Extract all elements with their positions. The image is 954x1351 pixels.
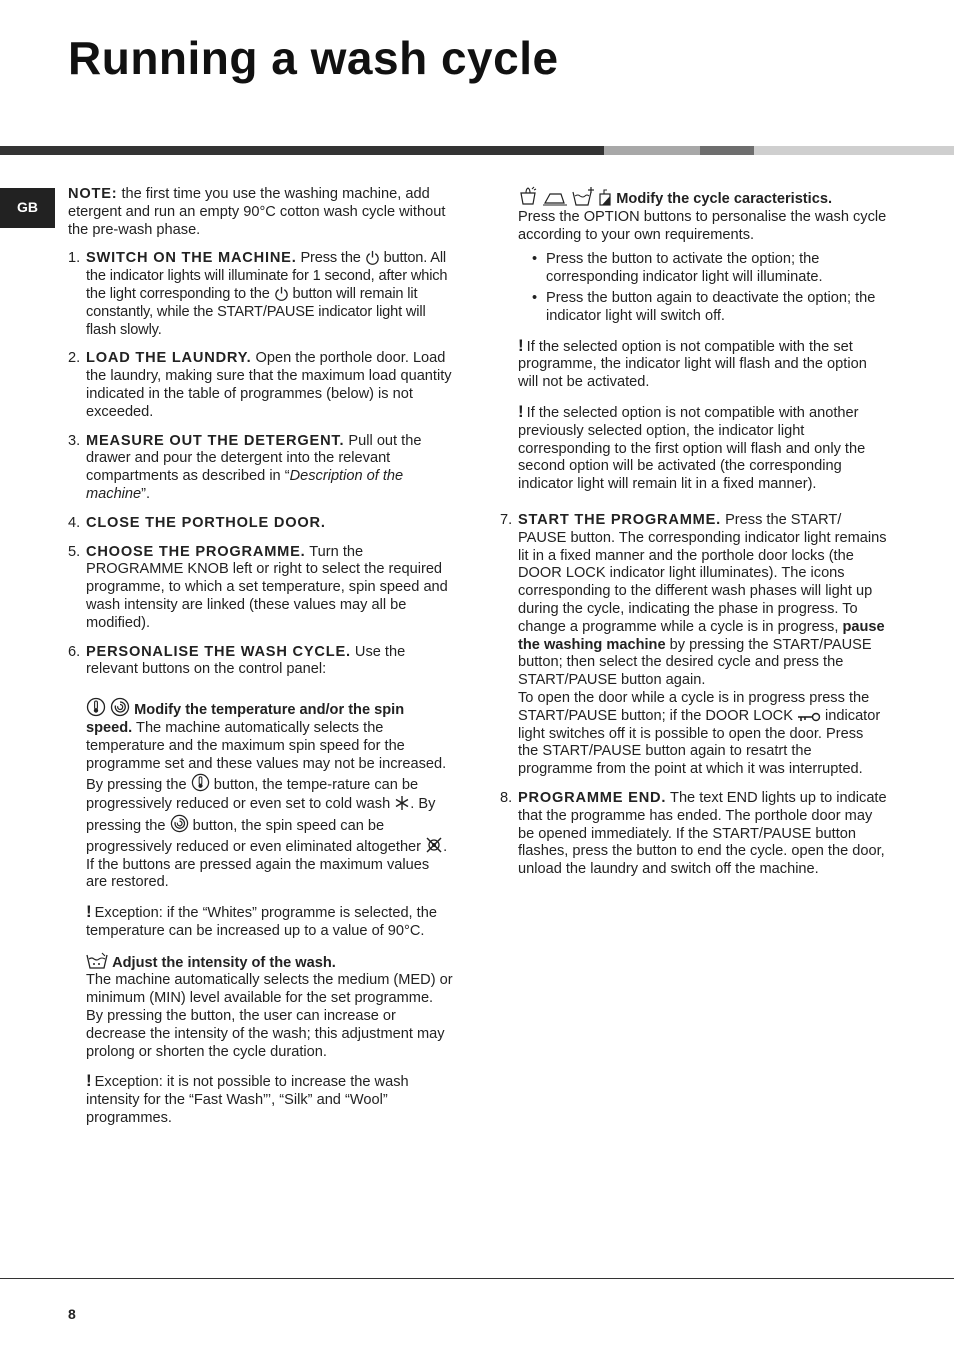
header-rule-dark2 (700, 146, 754, 155)
no-spin-icon (425, 836, 443, 854)
step-heading: MEASURE OUT THE DETERGENT. (86, 432, 345, 449)
step-7: 7. START THE PROGRAMME. Press the START/ PAUSE button. The corresponding indicator light remains lit in a fixed manner and the porthole door locks (the DOOR LOCK indicator light illuminates). The icons corresponding to the different wash phases will light up during the cycle, indicating the phase in progress. To change a programme while a cycle is in progress, pause the washing machine by pressing the START/PAUSE button; then select the desired cycle and press the START/PAUSE button again. To open the door while a cycle is in progress press the START/PAUSE button; if the DOOR LOCK indicator light switches off it is possible to open the door. Press the START/PAUSE button again to resatrt the programme from the point at which it was interrupted. (500, 511, 887, 778)
options-heading-line (518, 186, 887, 209)
spin-icon (170, 814, 189, 833)
note-paragraph (68, 186, 453, 239)
footer-rule (0, 1278, 954, 1279)
step-number: 7. (500, 511, 513, 528)
step-heading: LOAD THE LAUNDRY. (86, 350, 252, 367)
warning-icon: ! (518, 401, 524, 421)
warning-icon: ! (518, 335, 524, 355)
step-number: 8. (500, 789, 513, 806)
step-3: 3. MEASURE OUT THE DETERGENT. Pull out the drawer and pour the detergent into the relevant compartments as described in “Description of the machine”. (68, 432, 422, 502)
step-heading: CLOSE THE PORTHOLE DOOR. (86, 514, 326, 531)
header-rule-mid (604, 146, 700, 155)
intensity-exception: ! Exception: it is not possible to increase the wash intensity for the “Fast Wash”’, “Silk” and “Wool” programmes. (86, 1071, 409, 1127)
page-number: 8 (68, 1306, 76, 1322)
step-number: 4. (68, 514, 81, 531)
header-rule-dark (0, 146, 604, 155)
step-number: 5. (68, 543, 81, 560)
left-column (68, 186, 453, 1139)
note-label: NOTE: (68, 186, 118, 202)
list-item: • Press the button to activate the option; the corresponding indicator light will illuminate. (532, 251, 823, 286)
warning-icon: ! (86, 1071, 92, 1091)
easy-iron-icon (542, 190, 568, 206)
note-text: the first time you use the washing machine, add etergent and run an empty 90°C cotton wash cycle without the pre-wash phase. (68, 186, 446, 238)
step-heading: CHOOSE THE PROGRAMME. (86, 543, 306, 560)
step-heading: PERSONALISE THE WASH CYCLE. (86, 643, 351, 660)
intensity-heading: Adjust the intensity of the wash. (112, 954, 336, 971)
options-heading: Modify the cycle caracteristics. (616, 191, 833, 207)
header-rule-light (754, 146, 954, 155)
intensity-paragraph: Adjust the intensity of the wash. The machine automatically selects the medium (MED) or minimum (MIN) level available for the set programme. By pressing the button, the user can increase or decrease the intensity of the wash; this adjustment may prolong or shorten the cycle duration. (86, 952, 453, 1062)
step-heading: START THE PROGRAMME. (518, 511, 722, 528)
cold-wash-icon (394, 795, 410, 811)
door-lock-icon (797, 711, 821, 723)
step-number: 3. (68, 432, 81, 449)
step-number: 6. (68, 643, 81, 660)
step-4 (68, 515, 453, 533)
step-5: 5. CHOOSE THE PROGRAMME. Turn the PROGRAMME KNOB left or right to select the required programme, to which a set temperature, spin speed and wash intensity are linked (these values may all be modified). (68, 543, 448, 631)
prewash-icon (518, 186, 538, 206)
step-number: 1. (68, 250, 81, 267)
extra-rinse-icon (572, 186, 594, 206)
options-warning-2: ! If the selected option is not compatible with another previously selected option, the indicator light corresponding to the first option will flash and only the second option will be activated (the corresponding indicator light will remain lit in a fixed manner). (518, 401, 866, 493)
power-icon (365, 250, 380, 265)
step-6: 6. PERSONALISE THE WASH CYCLE. Use the relevant buttons on the control panel: Modify the temperature and/or the spin speed. The machine automatically selects the temperature and the maximum spin speed for the programme set and these values may not be increased. By pressing the button, the tempe-rature can be progressively reduced or even set to cold wash . By pressing the button, the spin speed can be progressively reduced or even eliminated altogether . If the buttons are pressed again the maximum values are restored. ! Exception: if the “Whites” programme is selected, the temperature can be increased up to a value of 90°C. Adjust the intensity of the wash. The machine automatically selects the medium (MED) or minimum (MIN) level available for the set programme. By pressing the button, the user can increase or decrease the intensity of the wash; this adjustment may prolong or shorten the cycle duration. ! Exception: it is not possible to increase the wash intensity for the “Fast Wash”’, “Silk” and “Wool” programmes. (68, 643, 453, 1127)
step-heading: PROGRAMME END. (518, 789, 667, 806)
power-icon (274, 286, 289, 301)
temp-spin-paragraph: Modify the temperature and/or the spin speed. The machine automatically selects the temperature and the maximum spin speed for the programme set and these values may not be increased. By pressing the button, the tempe-rature can be progressively reduced or even set to cold wash . By pressing the button, the spin speed can be progressively reduced or even eliminated altogether . If the buttons are pressed again the maximum values are restored. (86, 697, 453, 892)
temperature-icon (86, 697, 106, 717)
stain-icon (598, 188, 612, 206)
step-2: 2. LOAD THE LAUNDRY. Open the porthole door. Load the laundry, making sure that the maximum load quantity indicated in the table of programmes (below) is not exceeded. (68, 350, 452, 420)
options-text: Press the OPTION buttons to personalise the wash cycle according to your own requirements. (518, 208, 887, 243)
wash-intensity-icon (86, 952, 108, 970)
step-heading: SWITCH ON THE MACHINE. (86, 250, 297, 267)
language-tab: GB (0, 188, 55, 228)
list-item: • Press the button again to deactivate the option; the indicator light will switch off. (532, 289, 876, 324)
temperature-icon (191, 773, 210, 792)
spin-icon (110, 697, 130, 717)
page-title: Running a wash cycle (68, 32, 559, 84)
warning-icon: ! (86, 902, 92, 922)
temp-exception: ! Exception: if the “Whites” programme is selected, the temperature can be increased up to a value of 90°C. (86, 902, 437, 939)
step-1: 1. SWITCH ON THE MACHINE. Press the button. All the indicator lights will illuminate for 1 second, after which the light corresponding to the button will remain lit constantly, while the START/PAUSE indicator light will flash slowly. (68, 250, 448, 338)
options-warning-1: ! If the selected option is not compatible with the set programme, the indicator light will flash and the option will not be activated. (518, 335, 867, 391)
step-8: 8. PROGRAMME END. The text END lights up to indicate that the programme has ended. The porthole door may be opened immediately. If the START/PAUSE button flashes, press the button to end the cycle. open the door, unload the laundry and switch off the machine. (500, 789, 887, 878)
right-column (500, 186, 887, 890)
temp-spin-heading: Modify the temperature and/or the spin speed. (86, 702, 405, 736)
step-number: 2. (68, 350, 81, 367)
